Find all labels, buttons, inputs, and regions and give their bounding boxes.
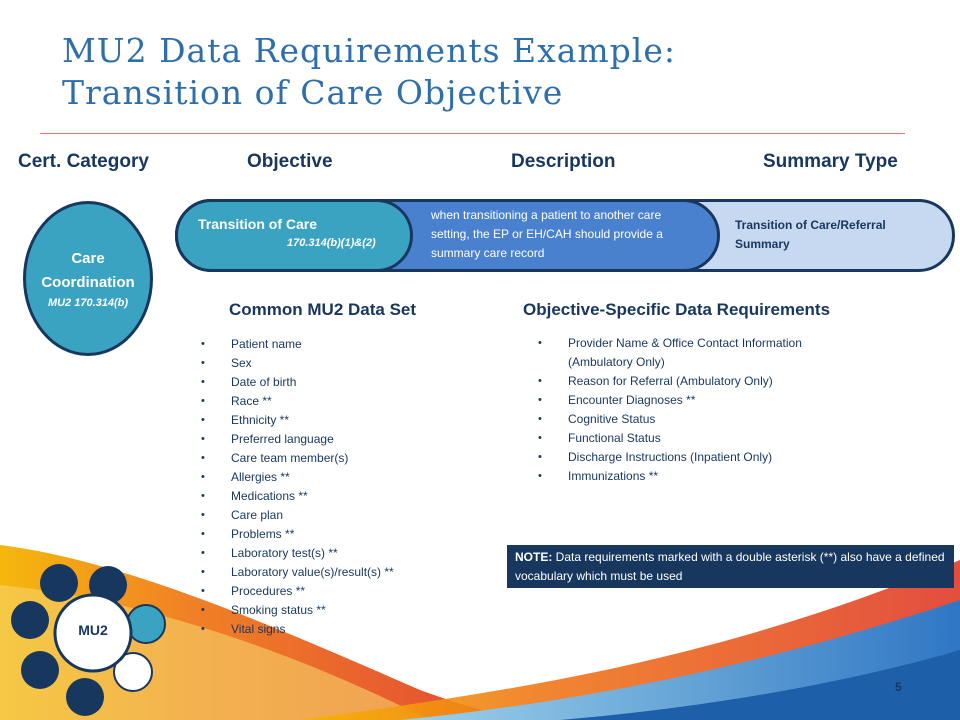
list-item: • Problems ** [201,525,481,544]
page-number: 5 [895,680,902,694]
care-coordination-line2: Coordination [41,273,135,291]
summary-type-text: Transition of Care/Referral Summary [735,218,886,251]
care-coordination-ref: MU2 170.314(b) [47,296,129,309]
list-item: • Reason for Referral (Ambulatory Only) [538,372,818,391]
objective-title: Transition of Care [198,216,318,232]
list-item: • Cognitive Status [538,410,818,429]
objective-ref: 170.314(b)(1)&(2) [287,237,376,249]
objective-specific-heading: Objective-Specific Data Requirements [523,300,831,319]
list-item: • Preferred language [201,430,481,449]
title-line-1: MU2 Data Requirements Example: [62,31,677,70]
objective-pill [175,199,413,272]
header-objective: Objective [247,151,333,172]
list-item: • Patient name [201,335,481,354]
list-item: • Care plan [201,506,481,525]
title-line-2: Transition of Care Objective [62,73,564,112]
common-data-list [201,335,481,639]
list-item: • Procedures ** [201,582,481,601]
logo-label: MU2 [78,622,108,638]
list-item: • Vital signs [201,620,481,639]
care-coordination-circle [23,201,153,356]
list-item: • Laboratory value(s)/result(s) ** [201,563,481,582]
objective-description: when transitioning a patient to another care setting, the EP or EH/CAH should provide a summary care record [431,208,663,260]
header-description: Description [511,151,616,172]
note-box [507,545,954,588]
list-item: • Smoking status ** [201,601,481,620]
list-item: • Care team member(s) [201,449,481,468]
header-cert-category: Cert. Category [18,151,149,172]
list-item: • Ethnicity ** [201,411,481,430]
list-item: • Laboratory test(s) ** [201,544,481,563]
list-item: • Sex [201,354,481,373]
common-data-set-heading: Common MU2 Data Set [229,300,417,319]
title-divider [40,133,905,134]
list-item: • Functional Status [538,429,818,448]
note-text: Data requirements marked with a double asterisk (**) also have a defined vocabulary which must be used [515,550,945,583]
list-item: • Race ** [201,392,481,411]
list-item: • Allergies ** [201,468,481,487]
list-item: • Encounter Diagnoses ** [538,391,818,410]
note-label: NOTE: [515,550,553,564]
header-summary-type: Summary Type [763,151,898,172]
slide-title [62,30,922,114]
list-item: • Date of birth [201,373,481,392]
objective-specific-list [538,334,818,486]
list-item: • Immunizations ** [538,467,818,486]
list-item: • Discharge Instructions (Inpatient Only) [538,448,818,467]
list-item: • Provider Name & Office Contact Information (Ambulatory Only) [538,334,818,372]
list-item: • Medications ** [201,487,481,506]
care-coordination-line1: Care [71,249,105,267]
